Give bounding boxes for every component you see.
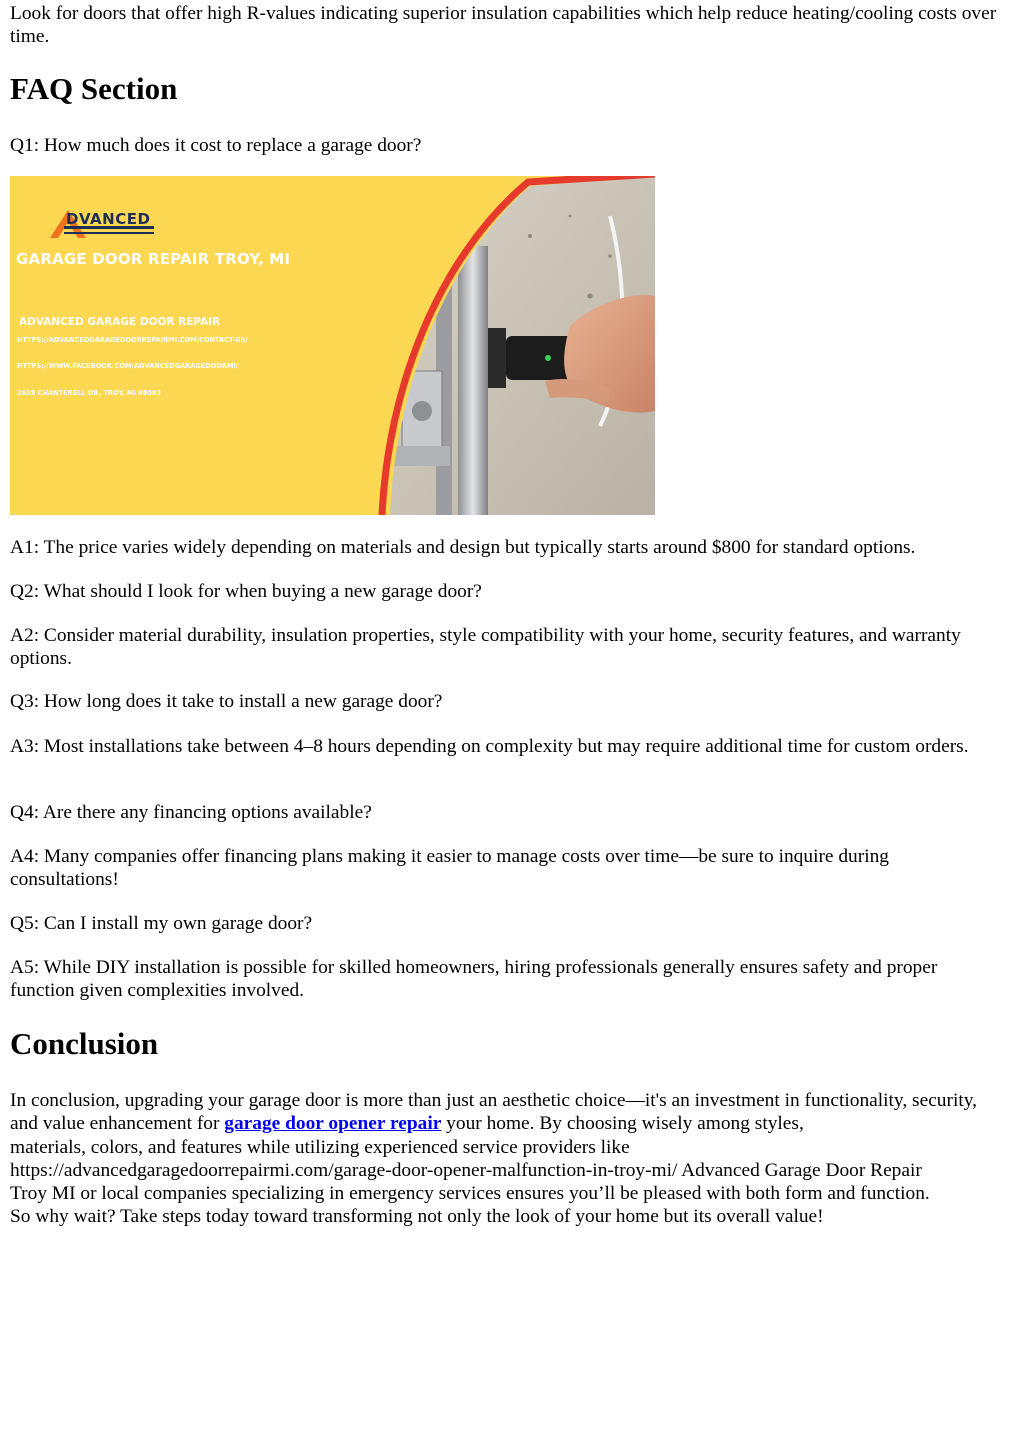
faq-answer-3: A3: Most installations take between 4–8 hours depending on complexity but may require additional time for custom orders. — [10, 736, 969, 757]
intro-paragraph: Look for doors that offer high R-values indicating superior insulation capabilities which help reduce heating/cooling costs over time. — [10, 3, 997, 48]
faq-question-2: Q2: What should I look for when buying a new garage door? — [10, 581, 482, 602]
faq-question-3: Q3: How long does it take to install a new garage door? — [10, 691, 443, 712]
conclusion-text-line3: your home. By choosing wisely among styles, — [441, 1113, 804, 1135]
banner-company-name: ADVANCED GARAGE DOOR REPAIR — [19, 316, 221, 328]
faq-heading: FAQ Section — [10, 71, 178, 106]
conclusion-text-line6: Troy MI or local companies specializing in emergency services ensures you’ll be pleased with both form and function. — [10, 1183, 930, 1205]
conclusion-text-line4: materials, colors, and features while utilizing experienced service providers like — [10, 1136, 630, 1158]
conclusion-paragraph — [10, 1089, 1000, 1229]
faq-question-1: Q1: How much does it cost to replace a garage door? — [10, 135, 422, 156]
faq-answer-4: A4: Many companies offer financing plans making it easier to manage costs over time—be sure to inquire during consultations! — [10, 846, 889, 891]
conclusion-heading: Conclusion — [10, 1026, 159, 1061]
logo-wordmark: DVANCED — [66, 210, 151, 228]
banner-facebook-url: HTTPS://WWW.FACEBOOK.COM/ADVANCEDGARAGEDOORMI/ — [17, 362, 239, 370]
faq-answer-1: A1: The price varies widely depending on materials and design but typically starts around $800 for standard options. — [10, 537, 916, 558]
conclusion-text-line5: https://advancedgaragedoorrepairmi.com/garage-door-opener-malfunction-in-troy-mi/ Advanced Garage Door Repair — [10, 1159, 922, 1181]
faq-answer-2: A2: Consider material durability, insulation properties, style compatibility with your home, security features, and warranty options. — [10, 625, 961, 670]
banner-contact-url: HTTPS://ADVANCEDGARAGEDOORREPAIRMI.COM/CONTACT-US/ — [17, 336, 248, 344]
faq-question-5: Q5: Can I install my own garage door? — [10, 913, 313, 934]
garage-door-repair-banner — [10, 176, 655, 515]
banner-title: GARAGE DOOR REPAIR TROY, MI — [16, 250, 291, 268]
faq-question-4: Q4: Are there any financing options available? — [10, 802, 372, 823]
faq-answer-5: A5: While DIY installation is possible for skilled homeowners, hiring professionals generally ensures safety and proper function given complexities involved. — [10, 957, 938, 1002]
conclusion-text-line7: So why wait? Take steps today toward transforming not only the look of your home but its overall value! — [10, 1206, 824, 1228]
garage-door-opener-repair-link[interactable]: garage door opener repair — [224, 1113, 442, 1135]
conclusion-text-start: In conclusion, upgrading your garage door is more than just an aesthetic choice—it's an investment in functionality, security, and value enhancement for — [10, 1090, 978, 1135]
banner-address: 2628 CHANTERELL DR, TROY, MI 48083 — [17, 389, 162, 397]
